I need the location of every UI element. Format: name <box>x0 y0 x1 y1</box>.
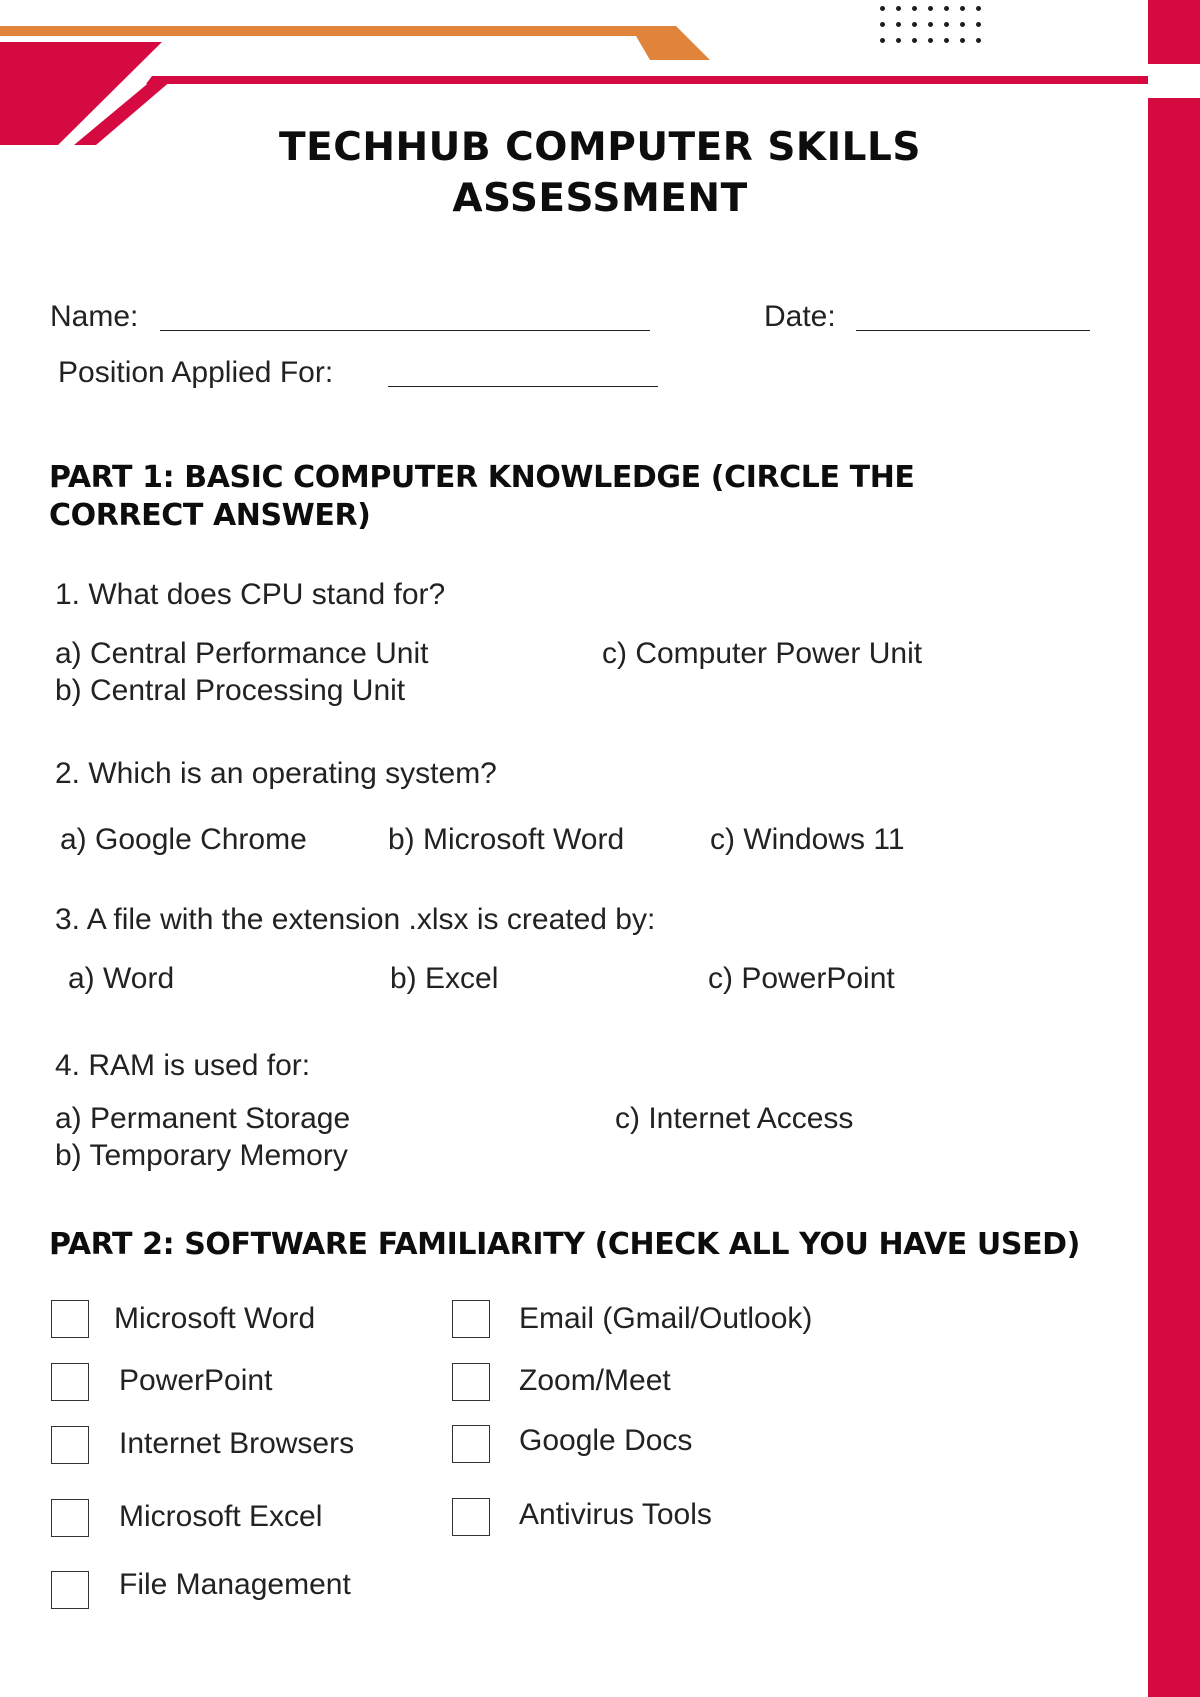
checkbox-powerpoint[interactable] <box>51 1363 89 1401</box>
title-line-2: ASSESSMENT <box>452 176 748 221</box>
red-header-line <box>146 76 1148 84</box>
label-file-management: File Management <box>119 1568 351 1601</box>
right-edge-bar-top <box>1148 0 1200 64</box>
part1-heading-line-2: CORRECT ANSWER) <box>49 498 371 533</box>
q3-option-c[interactable]: c) PowerPoint <box>708 962 895 995</box>
label-google-docs: Google Docs <box>519 1424 693 1457</box>
name-field[interactable] <box>160 330 650 331</box>
checkbox-antivirus-tools[interactable] <box>452 1498 490 1536</box>
document-title <box>200 122 1000 224</box>
title-line-1: TECHHUB COMPUTER SKILLS <box>279 125 921 170</box>
q3-option-b[interactable]: b) Excel <box>390 962 499 995</box>
part1-heading <box>49 459 915 535</box>
checkbox-file-management[interactable] <box>51 1571 89 1609</box>
part2-heading: PART 2: SOFTWARE FAMILIARITY (CHECK ALL YOU HAVE USED) <box>49 1227 1080 1262</box>
question-3: 3. A file with the extension .xlsx is created by: <box>55 903 656 936</box>
checkbox-zoom-meet[interactable] <box>452 1363 490 1401</box>
question-4: 4. RAM is used for: <box>55 1049 311 1082</box>
q4-option-a[interactable]: a) Permanent Storage <box>55 1102 351 1135</box>
label-antivirus-tools: Antivirus Tools <box>519 1498 712 1531</box>
q1-option-c[interactable]: c) Computer Power Unit <box>602 637 923 670</box>
part1-heading-line-1: PART 1: BASIC COMPUTER KNOWLEDGE (CIRCLE THE <box>49 460 915 495</box>
date-field[interactable] <box>856 330 1090 331</box>
q1-option-a[interactable]: a) Central Performance Unit <box>55 637 429 670</box>
q4-option-b[interactable]: b) Temporary Memory <box>55 1139 348 1172</box>
date-label: Date: <box>764 300 836 333</box>
checkbox-microsoft-word[interactable] <box>51 1300 89 1338</box>
checkbox-internet-browsers[interactable] <box>51 1426 89 1464</box>
q3-option-a[interactable]: a) Word <box>68 962 175 995</box>
dot-grid-decoration <box>880 6 980 50</box>
label-zoom-meet: Zoom/Meet <box>519 1364 671 1397</box>
label-powerpoint: PowerPoint <box>119 1364 273 1397</box>
position-field[interactable] <box>388 386 658 387</box>
right-edge-bar <box>1148 98 1200 1697</box>
q4-option-c[interactable]: c) Internet Access <box>615 1102 854 1135</box>
q2-option-a[interactable]: a) Google Chrome <box>60 823 307 856</box>
label-microsoft-excel: Microsoft Excel <box>119 1500 323 1533</box>
position-label: Position Applied For: <box>58 356 334 389</box>
name-label: Name: <box>50 300 139 333</box>
question-2: 2. Which is an operating system? <box>55 757 497 790</box>
label-email: Email (Gmail/Outlook) <box>519 1302 813 1335</box>
q1-option-b[interactable]: b) Central Processing Unit <box>55 674 406 707</box>
checkbox-microsoft-excel[interactable] <box>51 1499 89 1537</box>
label-internet-browsers: Internet Browsers <box>119 1427 355 1460</box>
q2-option-b[interactable]: b) Microsoft Word <box>388 823 625 856</box>
label-microsoft-word: Microsoft Word <box>114 1302 316 1335</box>
q2-option-c[interactable]: c) Windows 11 <box>710 823 905 856</box>
checkbox-email[interactable] <box>452 1300 490 1338</box>
checkbox-google-docs[interactable] <box>452 1425 490 1463</box>
question-1: 1. What does CPU stand for? <box>55 578 446 611</box>
